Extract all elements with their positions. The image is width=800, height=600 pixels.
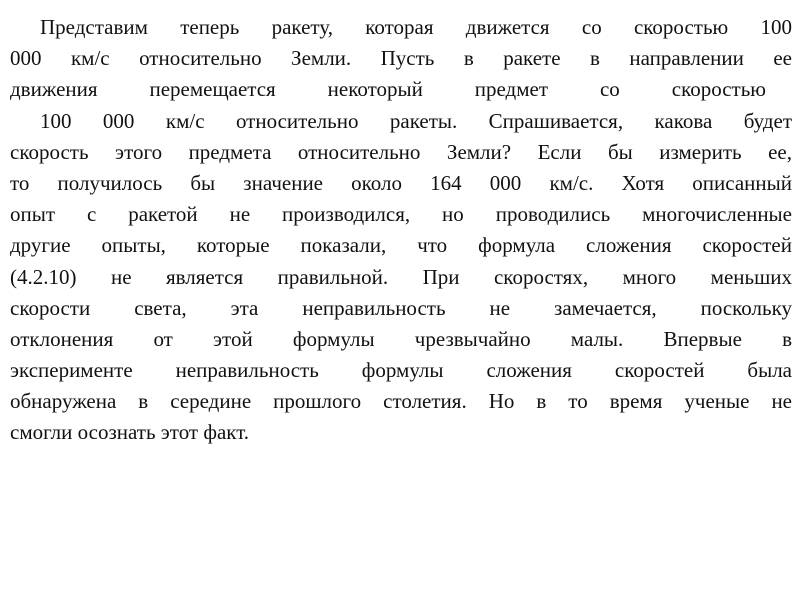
text-line: скорость этого предмета относительно Земли? Если бы измерить ее,: [10, 139, 792, 164]
text-line: движения перемещается некоторый предмет со скоростью: [10, 77, 766, 102]
text-line: Представим теперь ракету, которая движется со скоростью 100: [40, 15, 792, 39]
text-line: то получилось бы значение около 164 000 км/с. Хотя описанный: [10, 170, 792, 195]
text-line: другие опыты, которые показали, что формула сложения скоростей: [10, 233, 792, 258]
text-line: (4.2.10) не является правильной. При скоростях, много меньших: [10, 264, 792, 289]
text-line: 100 000 км/с относительно ракеты. Спрашивается, какова будет: [40, 108, 792, 133]
text-line: смогли осознать этот факт.: [10, 420, 250, 445]
paragraph-text: [10, 12, 792, 449]
text-line: эксперименте неправильность формулы сложения скоростей была: [10, 358, 792, 383]
text-line: 000 км/с относительно Земли. Пусть в ракете в направлении ее: [10, 46, 792, 71]
text-line: скорости света, эта неправильность не замечается, поскольку: [10, 295, 792, 320]
text-line: отклонения от этой формулы чрезвычайно малы. Впервые в: [10, 326, 792, 351]
text-line: обнаружена в середине прошлого столетия. Но в то время ученые не: [10, 389, 792, 414]
text-line: опыт с ракетой не производился, но проводились многочисленные: [10, 202, 792, 227]
